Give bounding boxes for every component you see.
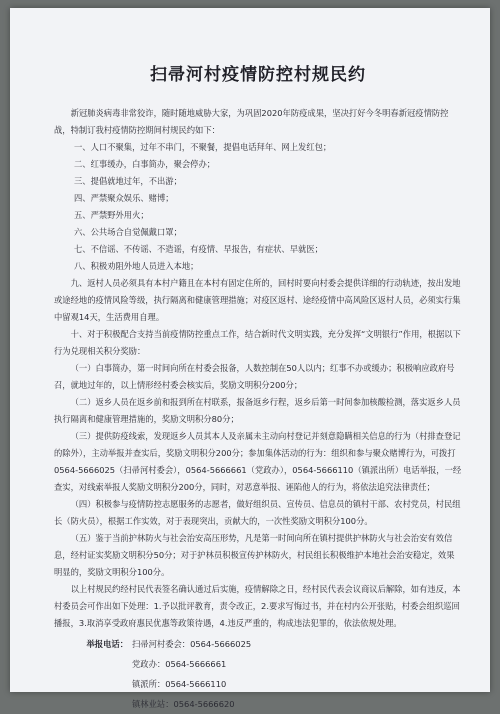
policy-document [10,8,490,709]
closing-paragraph: 以上村规民约经村民代表签名确认通过后实施，疫情解除之日，经村民代表会议商议后解除，如有违反，本村委员会可作出如下处理：1.予以批评教育，责令改正，2.要求写悔过书，并在村内公开张贴，村委会组织巡回播报，3.取消享受政府惠民优惠等政策待遇，4.违反严重的，构成违法犯罪的，依法依规处理。 [54,584,461,628]
rule-item: 六、公共场合自觉佩戴口罩； [74,227,182,237]
rule-ten: 十、对于积极配合支持当前疫情防控重点工作，结合新时代文明实践，充分发挥“文明银行”作用，根据以下行为兑现相关积分奖励： [54,329,461,356]
contact-row [54,674,462,694]
reward-item: （三）提供防疫线索，发现返乡人员其本人及亲属未主动向村登记并刻意隐瞒相关信息的行为（村排查登记的除外），主动举报并查实后，奖励文明积分200分；参加集体活动的行为：组织和参与聚众赌博行为，可拨打0564-5666025（扫帚河村委会），0564-5666661（党政办），0564-5666110（镇派出所）电话举报，一经查实，对线索举报人奖励文明积分200分，同时，对恶意举报、诬陷他人的行为，将依法追究法律责任； [54,431,462,492]
contact-phone: 镇派所：0564-5666110 [132,679,227,689]
contact-row [54,694,462,714]
reward-item: （五）鉴于当前护林防火与社会治安高压形势，凡是第一时间向所在镇村提供护林防火与社会治安有效信息，经村证实奖励文明积分50分；对于护林员积极宣传护林防火，村民组长积极维护本地社会治安稳定，效果明显的，奖励文明积分100分。 [54,533,455,577]
contact-phone: 党政办：0564-5666661 [132,659,227,669]
reward-item: （二）返乡人员在返乡前和报到所在村联系，报备返乡行程，返乡后第一时间参加核酸检测，落实返乡人员执行隔离和健康管理措施的，奖励文明积分80分； [54,397,461,424]
reward-item: （四）积极参与疫情防控志愿服务的志愿者，做好组织员、宣传员、信息员的镇村干部、农村党员，村民组长（防火员），根据工作实效，对于表现突出，贡献大的，一次性奖励文明积分100分。 [54,499,461,526]
contact-row [54,654,462,674]
rule-item: 五、严禁野外用火； [74,210,149,220]
document-title: 扫帚河村疫情防控村规民约 [150,65,366,85]
reward-item: （一）白事简办，第一时间向所在村委会报备，人数控制在50人以内；红事不办或缓办；积极响应政府号召，就地过年的，以上情形经村委会核实后，奖励文明积分200分； [54,363,455,390]
contact-phone: 镇林业站：0564-5666620 [132,699,235,709]
rule-nine: 九、返村人员必须具有本村户籍且在本村有固定住所的，回村时要向村委会提供详细的行动轨迹，按出发地或途经地的疫情风险等级，执行隔离和健康管理措施；对疫区返村、途经疫情中高风险区返村人员，必须实行集中留观14天，生活费用自理。 [54,278,461,322]
report-contacts [54,634,462,714]
rule-item: 八、积极劝阻外地人员进入本地； [74,261,199,271]
contact-row [54,634,462,654]
document-body [54,105,462,632]
rule-item: 七、不信谣、不传谣、不造谣，有疫情、早报告，有症状、早就医； [74,244,323,254]
rule-item: 三、提倡就地过年，不出游； [74,176,182,186]
contacts-label: 举报电话： [86,639,128,649]
intro-paragraph: 新冠肺炎病毒非常狡诈，随时随地威胁大家，为巩固2020年防疫成果，坚决打好今冬明春新冠疫情防控战，特制订我村疫情防控期间村规民约如下： [54,108,449,135]
rule-item: 一、人口不聚集，过年不串门，不聚餐，提倡电话拜年、网上发红包； [74,142,332,152]
contact-phone: 扫帚河村委会：0564-5666025 [132,639,252,649]
rule-item: 四、严禁聚众娱乐、赌博； [74,193,174,203]
rule-item: 二、红事缓办，白事简办，聚会停办； [74,159,216,169]
